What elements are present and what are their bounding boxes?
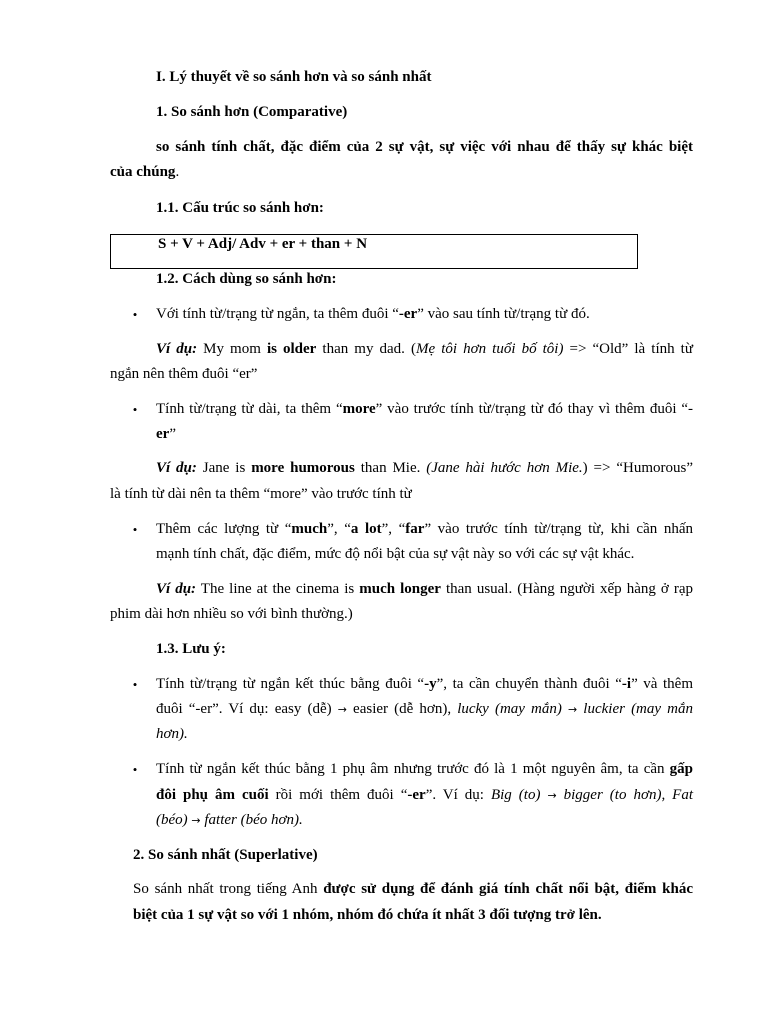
- note-2-l3a: (béo): [156, 812, 192, 828]
- note-2-l2c: -er: [407, 787, 426, 803]
- note-2-line-1: [156, 760, 693, 778]
- note-1-e: ” và thêm: [631, 676, 693, 692]
- example-2-label: Ví dụ:: [156, 460, 197, 476]
- usage-1: [156, 305, 590, 323]
- superlative-b: được sử dụng để đánh giá tính chất nổi bật, điểm khác: [323, 881, 693, 897]
- example-1-c: than my dad. (: [316, 341, 416, 357]
- note-1-l2a: đuôi “-er”. Ví dụ: easy (dễ): [156, 701, 338, 717]
- superlative-line-2: biệt của 1 sự vật so với 1 nhóm, nhóm đó chứa ít nhất 3 đối tượng trở lên.: [133, 907, 602, 923]
- bullet-usage-1: •: [132, 307, 138, 322]
- example-2-b: more humorous: [251, 460, 355, 476]
- bullet-usage-2: •: [132, 402, 138, 417]
- note-2-line-2: [156, 786, 693, 805]
- usage-3-line-1: [156, 520, 693, 538]
- usage-3-f: far: [405, 521, 425, 537]
- example-2-line-2: là tính từ dài nên ta thêm “more” vào trước tính từ: [110, 486, 412, 502]
- example-1-e: => “Old” là tính từ: [563, 341, 693, 357]
- bullet-note-1: •: [132, 677, 138, 692]
- usage-2-b: more: [342, 401, 376, 417]
- arrow-icon: →: [567, 703, 578, 716]
- heading-comparative: 1. So sánh hơn (Comparative): [156, 104, 348, 120]
- bullet-note-2: •: [132, 762, 138, 777]
- example-3-label: Ví dụ:: [156, 581, 197, 597]
- usage-3-g: ” vào trước tính từ/trạng từ, khi cần nhấn: [424, 521, 693, 537]
- note-1-l2b: easier (dễ hơn),: [346, 701, 458, 717]
- example-2-d: (Jane hài hước hơn Mie.: [426, 460, 583, 476]
- example-1-line-2: ngắn nên thêm đuôi “er”: [110, 366, 258, 382]
- heading-structure: 1.1. Cấu trúc so sánh hơn:: [156, 200, 324, 216]
- definition-line-1: so sánh tính chất, đặc điểm của 2 sự vật, sự việc với nhau để thấy sự khác biệt: [156, 139, 693, 155]
- note-2-a: Tính từ ngắn kết thúc bằng 1 phụ âm nhưng trước đó là 1 một nguyên âm, ta cần: [156, 761, 670, 777]
- usage-1-suffix: -er: [398, 306, 418, 322]
- arrow-icon: →: [547, 789, 557, 802]
- heading-usage: 1.2. Cách dùng so sánh hơn:: [156, 271, 337, 287]
- note-1-l2d: luckier (may mắn: [577, 701, 693, 717]
- definition-period: .: [175, 164, 180, 180]
- usage-1-text-c: ” vào sau tính từ/trạng từ đó.: [417, 306, 590, 322]
- bullet-usage-3: •: [132, 522, 138, 537]
- example-3-a: The line at the cinema is: [196, 581, 360, 597]
- example-2-c: than Mie.: [354, 460, 427, 476]
- usage-2-line-2: [156, 425, 176, 443]
- note-2-b: gấp: [669, 761, 693, 777]
- usage-3-line-2: mạnh tính chất, đặc điểm, mức độ nổi bật của sự vật này so với các sự vật khác.: [156, 546, 635, 562]
- example-2-e: ) => “Humorous”: [582, 460, 693, 476]
- heading-superlative: 2. So sánh nhất (Superlative): [133, 847, 318, 863]
- example-1-b: is older: [266, 341, 317, 357]
- note-2-l2b: rồi mới thêm đuôi “: [268, 787, 408, 803]
- formula: S + V + Adj/ Adv + er + than + N: [158, 236, 368, 252]
- example-1-a: My mom: [197, 341, 267, 357]
- note-2-l2f: bigger (to hơn), Fat: [556, 787, 694, 803]
- note-2-line-3: [156, 811, 303, 830]
- heading-note: 1.3. Lưu ý:: [156, 641, 226, 657]
- note-1-d: -i: [621, 676, 632, 692]
- usage-2-e: ”: [169, 426, 176, 442]
- note-1-line-2: [156, 700, 693, 719]
- example-1-label: Ví dụ:: [156, 341, 198, 357]
- note-2-l2a: đôi phụ âm cuối: [156, 787, 269, 803]
- example-3-c: than usual. (Hàng người xếp hàng ở rạp: [440, 581, 693, 597]
- arrow-icon: →: [337, 703, 347, 716]
- definition-line-2: [110, 163, 179, 181]
- note-1-line-1: [156, 675, 693, 693]
- usage-1-text-a: Với tính từ/trạng từ ngắn, ta thêm đuôi “: [156, 306, 399, 322]
- usage-3-a: Thêm các lượng từ “: [156, 521, 292, 537]
- usage-3-c: ”, “: [327, 521, 351, 537]
- note-1-c: ”, ta cần chuyển thành đuôi “: [436, 676, 622, 692]
- example-3-line-2: phim dài hơn nhiều so với bình thường.): [110, 606, 353, 622]
- example-3-line-1: [156, 580, 693, 598]
- usage-2-a: Tính từ/trạng từ dài, ta thêm “: [156, 401, 343, 417]
- example-1-d: Mẹ tôi hơn tuổi bố tôi): [416, 341, 564, 357]
- usage-2-line-1: [156, 400, 693, 418]
- superlative-line-1: [133, 880, 693, 898]
- usage-3-e: ”, “: [381, 521, 406, 537]
- example-2-a: Jane is: [196, 460, 252, 476]
- note-2-l2e: Big (to): [490, 787, 548, 803]
- note-1-b: -y: [424, 676, 437, 692]
- usage-3-d: a lot: [350, 521, 382, 537]
- note-1-line-3: hơn).: [156, 726, 188, 742]
- superlative-a: So sánh nhất trong tiếng Anh: [133, 881, 324, 897]
- usage-3-b: much: [291, 521, 328, 537]
- note-2-l3b: fatter (béo hơn).: [200, 812, 303, 828]
- note-2-l2d: ”. Ví dụ:: [425, 787, 491, 803]
- example-1-line-1: [156, 340, 693, 358]
- heading-main: I. Lý thuyết về so sánh hơn và so sánh nhất: [156, 69, 432, 85]
- example-2-line-1: [156, 459, 693, 477]
- example-3-b: much longer: [359, 581, 441, 597]
- note-1-l2c: lucky (may mắn): [457, 701, 568, 717]
- usage-2-c: ” vào trước tính từ/trạng từ đó thay vì thêm đuôi “-: [375, 401, 693, 417]
- definition-line-2-text: của chúng: [110, 164, 176, 180]
- usage-2-d: er: [156, 426, 170, 442]
- note-1-a: Tính từ/trạng từ ngắn kết thúc bằng đuôi “: [156, 676, 425, 692]
- arrow-icon: →: [191, 814, 201, 827]
